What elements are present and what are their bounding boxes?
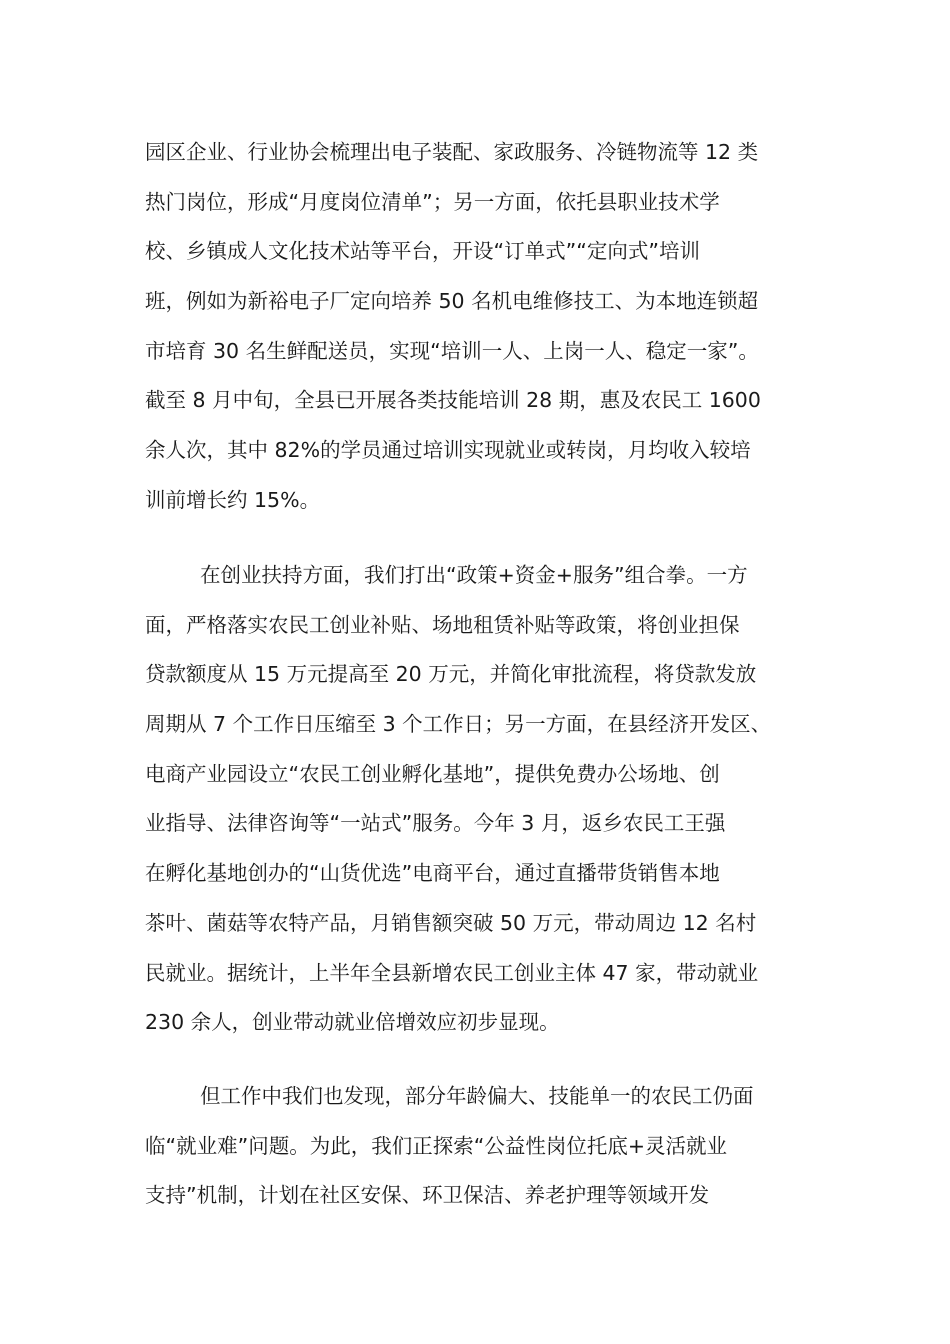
text-line: 电商产业园设立“农民工创业孵化基地”，提供免费办公场地、创	[145, 761, 720, 786]
text-line: 贷款额度从 15 万元提高至 20 万元，并简化审批流程，将贷款发放	[145, 662, 757, 687]
text-line: 在孵化基地创办的“山货优选”电商平台，通过直播带货销售本地	[145, 861, 720, 886]
paragraph-training	[145, 128, 835, 526]
text-line: 面，严格落实农民工创业补贴、场地租赁补贴等政策，将创业担保	[145, 612, 740, 637]
paragraph-challenges	[145, 1072, 835, 1221]
text-line: 但工作中我们也发现，部分年龄偏大、技能单一的农民工仍面	[200, 1084, 754, 1108]
text-line: 民就业。据统计，上半年全县新增农民工创业主体 47 家，带动就业	[145, 960, 759, 985]
text-line: 热门岗位，形成“月度岗位清单”；另一方面，依托县职业技术学	[145, 189, 720, 214]
text-line: 临“就业难”问题。为此，我们正探索“公益性岗位托底+灵活就业	[145, 1133, 728, 1158]
paragraph-entrepreneurship	[145, 551, 835, 1048]
text-line: 市培育 30 名生鲜配送员，实现“培训一人、上岗一人、稳定一家”。	[145, 338, 759, 363]
text-line: 截至 8 月中旬，全县已开展各类技能培训 28 期，惠及农民工 1600	[145, 388, 761, 413]
text-line: 业指导、法律咨询等“一站式”服务。今年 3 月，返乡农民工王强	[145, 811, 726, 836]
text-line: 在创业扶持方面，我们打出“政策+资金+服务”组合拳。一方	[200, 563, 748, 587]
text-line: 支持”机制，计划在社区安保、环卫保洁、养老护理等领域开发	[145, 1183, 710, 1208]
text-line: 230 余人，创业带动就业倍增效应初步显现。	[145, 1010, 560, 1035]
text-line: 茶叶、菌菇等农特产品，月销售额突破 50 万元，带动周边 12 名村	[145, 910, 757, 935]
text-line: 园区企业、行业协会梳理出电子装配、家政服务、冷链物流等 12 类	[145, 140, 759, 164]
text-line: 训前增长约 15%。	[145, 487, 321, 512]
text-line: 校、乡镇成人文化技术站等平台，开设“订单式”“定向式”培训	[145, 239, 700, 264]
text-line: 余人次，其中 82%的学员通过培训实现就业或转岗，月均收入较培	[145, 438, 751, 463]
text-line: 班，例如为新裕电子厂定向培养 50 名机电维修技工、为本地连锁超	[145, 289, 759, 314]
text-line: 周期从 7 个工作日压缩至 3 个工作日；另一方面，在县经济开发区、	[145, 712, 772, 737]
